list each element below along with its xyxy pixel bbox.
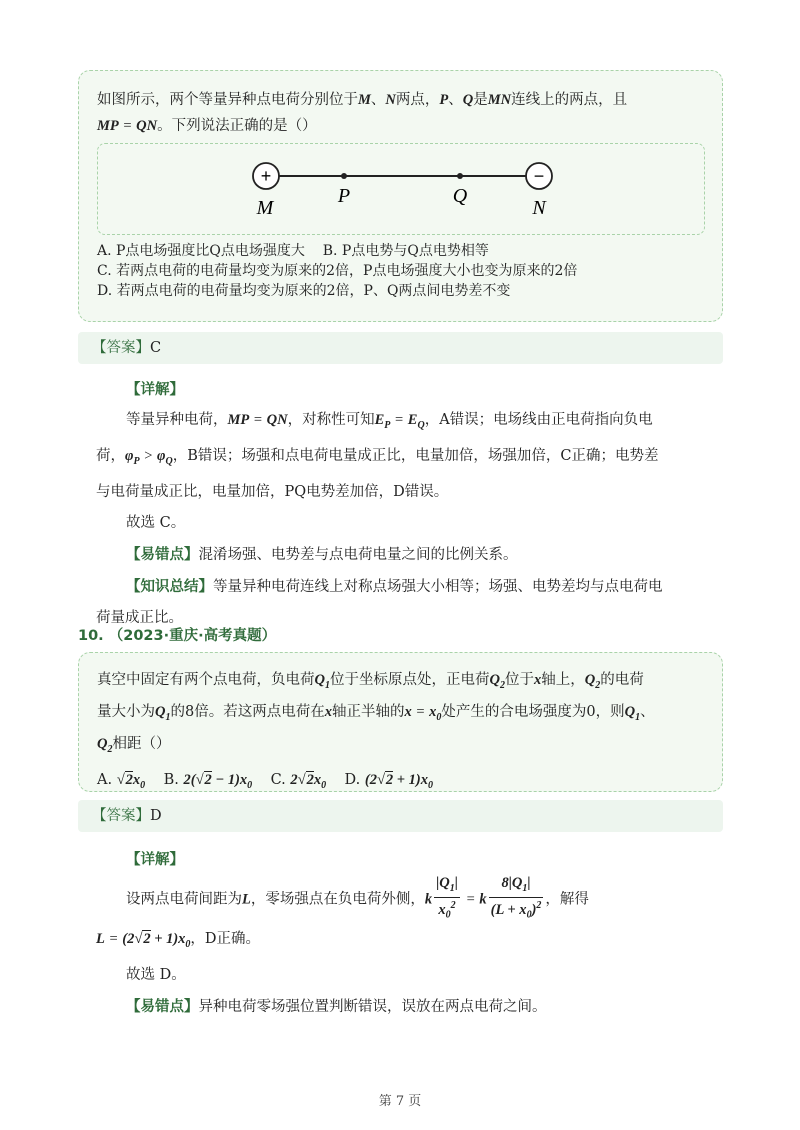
point-p <box>341 173 347 179</box>
option-b: B. P点电势与Q点电势相等 <box>322 243 489 259</box>
label-m: M <box>256 197 274 219</box>
question-card-2 <box>78 652 723 792</box>
charge-figure <box>97 143 705 235</box>
explanation-heading: 【详解】 <box>126 381 184 398</box>
question-stem-line-2: MP = QN。下列说法正确的是（） <box>97 118 317 134</box>
answer-bar-1: 【答案】C <box>78 332 723 364</box>
page-footer: 第 7 页 <box>378 1094 422 1109</box>
question-10-header: 10. （2023·重庆·高考真题） <box>78 628 277 644</box>
option-c: C. 若两点电荷的电荷量均变为原来的2倍，P点电场强度大小也变为原来的2倍 <box>97 263 578 279</box>
options-list <box>97 241 704 301</box>
option-d: D. 若两点电荷的电荷量均变为原来的2倍，P、Q两点间电势差不变 <box>97 283 511 299</box>
label-p: P <box>337 185 351 207</box>
q2-line-1: 真空中固定有两个点电荷，负电荷$Q_1$位于坐标原点处，正电荷$Q_2$位于x轴上，$Q_2$的电荷 <box>97 672 644 691</box>
charge-diagram <box>98 144 704 234</box>
option-a: A. P点电场强度比Q点电场强度大 <box>97 243 305 259</box>
q2-line-2: 量大小为$Q_1$的8倍。若这两点电荷在x轴正半轴的$x = x_0$处产生的合电场强度为0，则$Q_1$、 <box>97 703 655 723</box>
plus-sign: + <box>260 166 272 186</box>
q2-options: A. $√2x_0$ B. $2(√2 - 1)x_0$ C. $2√2x_0$ D. $(2√2 + 1)x_0$ <box>97 771 434 791</box>
answer-value: C <box>150 340 162 356</box>
question-stem-line-1: 如图所示，两个等量异种点电荷分别位于M、N两点，P、Q是MN连线上的两点，且 <box>97 92 628 108</box>
label-q: Q <box>452 185 468 207</box>
choose-1: 故选 C。 <box>126 514 186 531</box>
q2-line-3: $Q_2$相距（） <box>97 735 171 755</box>
question-card-1 <box>78 70 723 322</box>
minus-sign: − <box>533 166 545 186</box>
answer-value-2: D <box>150 808 162 824</box>
explanation-1: 【详解】 等量异种电荷，MP = QN，对称性可知$E_P = E_Q$，A错误；电场线由正电荷指向负电 荷，$\varphi_P > \varphi_Q$，B错误；场强和点电荷电量成正比，电量加倍，场强加倍，C正确；电势差 与电荷量成正比，电量加倍，PQ电势差加倍，D错误。 故选 C。 【易错点】混淆场强、电势差与点电荷电量之间的比例关系。 【知识总结】等量异种电荷连线上对称点场强大小相等；场强、电势差均与点电荷电 荷量成正比。 <box>96 374 726 634</box>
answer-bar-2: 【答案】D <box>78 800 723 832</box>
label-n: N <box>532 197 546 219</box>
option-a-b <box>97 241 704 261</box>
point-q <box>457 173 463 179</box>
explanation-2: 【详解】 设两点电荷间距为L，零场强点在负电荷外侧，k $\frac{|Q_1|}{x_0^2}$ = k $\frac{8|Q_1|}{(L + x_0)^2}$ ，解得 $L = (2√2 + 1)x_0$，D正确。 故选 D。 【易错点】异种电荷零场强位置判断错误，误放在两点电荷之间。 <box>96 851 589 1015</box>
